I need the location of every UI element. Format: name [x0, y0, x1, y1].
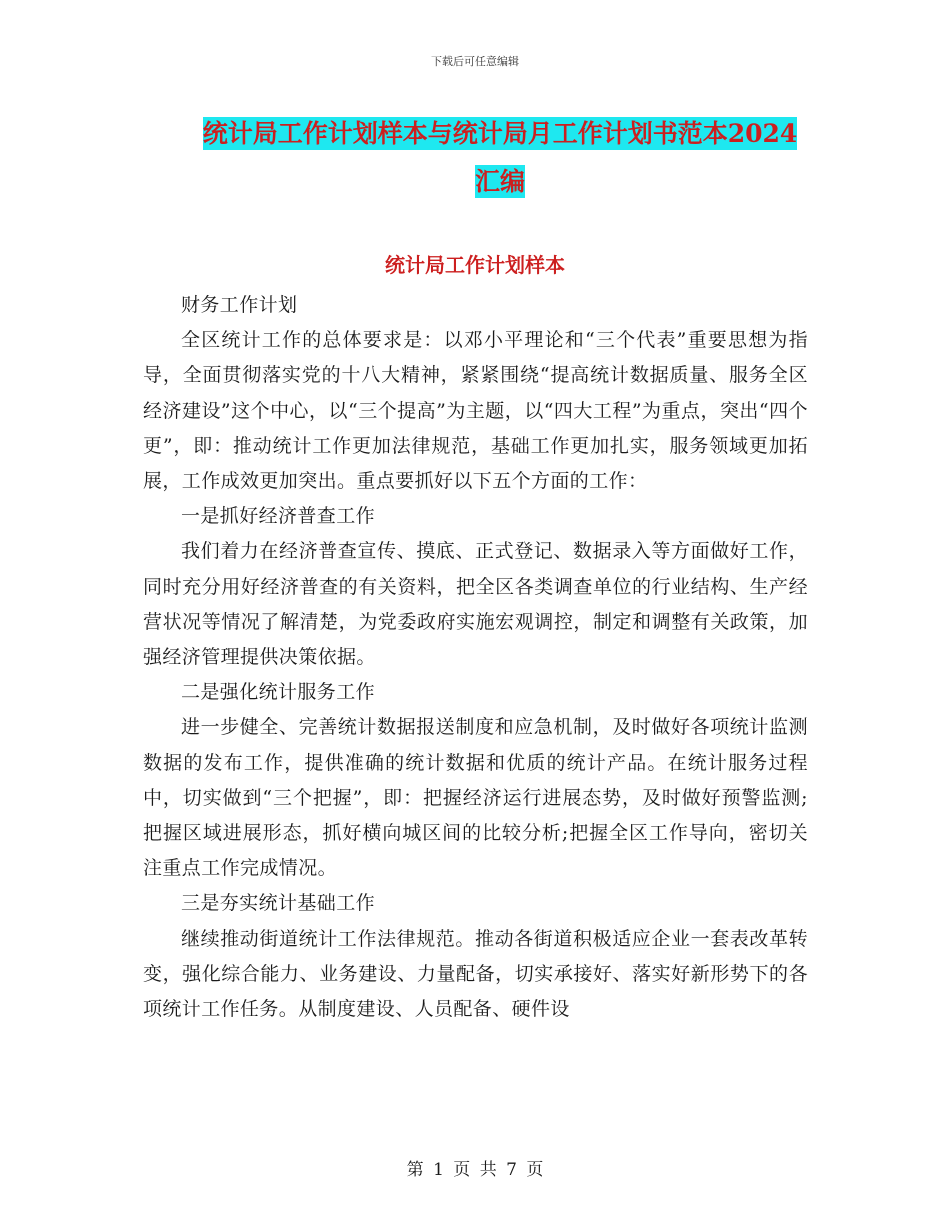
header-note: 下载后可任意编辑 [431, 55, 519, 68]
paragraph: 我们着力在经济普查宣传、摸底、正式登记、数据录入等方面做好工作，同时充分用好经济普查的有关资料，把全区各类调查单位的行业结构、生产经营状况等情况了解清楚，为党委政府实施宏观调控，制定和调整有关政策，加强经济管理提供决策依据。 [143, 540, 808, 669]
paragraph: 进一步健全、完善统计数据报送制度和应急机制，及时做好各项统计监测数据的发布工作，提供准确的统计数据和优质的统计产品。在统计服务过程中，切实做到“三个把握”，即：把握经济运行进展态势，及时做好预警监测;把握区域进展形态，抓好横向城区间的比较分析;把握全区工作导向，密切关注重点工作完成情况。 [143, 716, 808, 880]
paragraph: 一是抓好经济普查工作 [181, 505, 376, 528]
page-footer: 第 1 页 共 7 页 [406, 1160, 544, 1180]
paragraph: 全区统计工作的总体要求是：以邓小平理论和“三个代表”重要思想为指导，全面贯彻落实党的十八大精神，紧紧围绕“提高统计数据质量、服务全区经济建设”这个中心，以“三个提高”为主题，以“四大工程”为重点，突出“四个更”，即：推动统计工作更加法律规范，基础工作更加扎实，服务领域更加拓展，工作成效更加突出。重点要抓好以下五个方面的工作： [143, 329, 808, 493]
document-title-line-1: 统计局工作计划样本与统计局月工作计划书范本2024 [202, 119, 798, 148]
document-title-line-2: 汇编 [474, 167, 525, 196]
paragraph: 继续推动街道统计工作法律规范。推动各街道积极适应企业一套表改革转变，强化综合能力、业务建设、力量配备，切实承接好、落实好新形势下的各项统计工作任务。从制度建设、人员配备、硬件设 [143, 927, 808, 1021]
paragraph: 三是夯实统计基础工作 [181, 892, 376, 915]
document-title [150, 110, 850, 206]
section-title: 统计局工作计划样本 [385, 253, 565, 277]
paragraph: 财务工作计划 [181, 294, 298, 316]
paragraph: 二是强化统计服务工作 [181, 681, 376, 704]
document-body [143, 288, 808, 1027]
